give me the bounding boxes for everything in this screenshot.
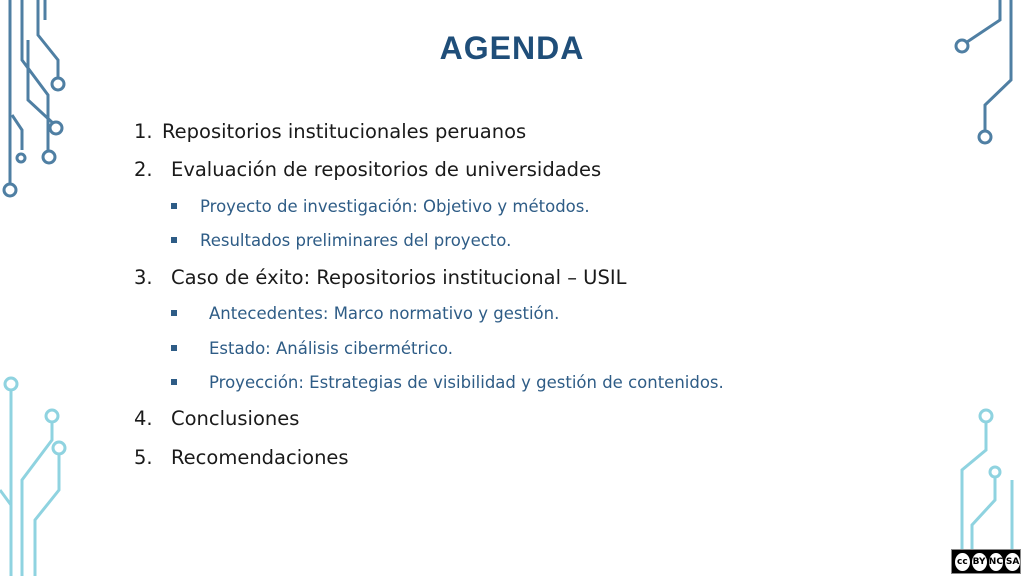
agenda-subitem-3-1 [171, 304, 559, 323]
subitem-text: Estado: Análisis cibermétrico. [209, 339, 453, 358]
bullet-icon [171, 379, 177, 385]
circuit-decoration-bottom-left [0, 370, 75, 576]
item-text: Caso de éxito: Repositorios institucional – USIL [171, 266, 627, 289]
agenda-subitem-2-1 [171, 197, 590, 216]
agenda-subitem-3-2 [171, 339, 453, 358]
item-number: 3. [134, 266, 153, 289]
agenda-subitem-3-3 [171, 373, 724, 392]
nc-icon: NC [989, 553, 1004, 571]
page-title: AGENDA [439, 30, 585, 66]
cc-icon: cc [955, 553, 970, 571]
item-text: Repositorios institucionales peruanos [162, 120, 527, 143]
agenda-item-4 [134, 407, 299, 430]
item-number: 1. [134, 120, 153, 143]
agenda-item-3 [134, 266, 626, 289]
item-number: 2. [134, 158, 153, 181]
item-number: 4. [134, 407, 153, 430]
subitem-text: Proyección: Estrategias de visibilidad y gestión de contenidos. [209, 373, 724, 392]
circuit-decoration-top-right [945, 0, 1024, 150]
agenda-item-5 [134, 446, 349, 469]
item-number: 5. [134, 446, 153, 469]
subitem-text: Resultados preliminares del proyecto. [200, 231, 512, 250]
bullet-icon [171, 345, 177, 351]
circuit-decoration-bottom-right [950, 400, 1024, 550]
item-text: Evaluación de repositorios de universidades [171, 158, 602, 181]
bullet-icon [171, 237, 177, 243]
agenda-item-1 [134, 120, 526, 143]
bullet-icon [171, 310, 177, 316]
subitem-text: Proyecto de investigación: Objetivo y métodos. [200, 197, 590, 216]
sa-icon: SA [1005, 553, 1020, 571]
by-icon: BY [972, 553, 987, 571]
subitem-text: Antecedentes: Marco normativo y gestión. [209, 304, 560, 323]
license-badge[interactable] [951, 549, 1021, 574]
bullet-icon [171, 203, 177, 209]
item-text: Conclusiones [171, 407, 300, 430]
item-text: Recomendaciones [171, 446, 349, 469]
agenda-subitem-2-2 [171, 231, 511, 250]
agenda-item-2 [134, 158, 601, 181]
